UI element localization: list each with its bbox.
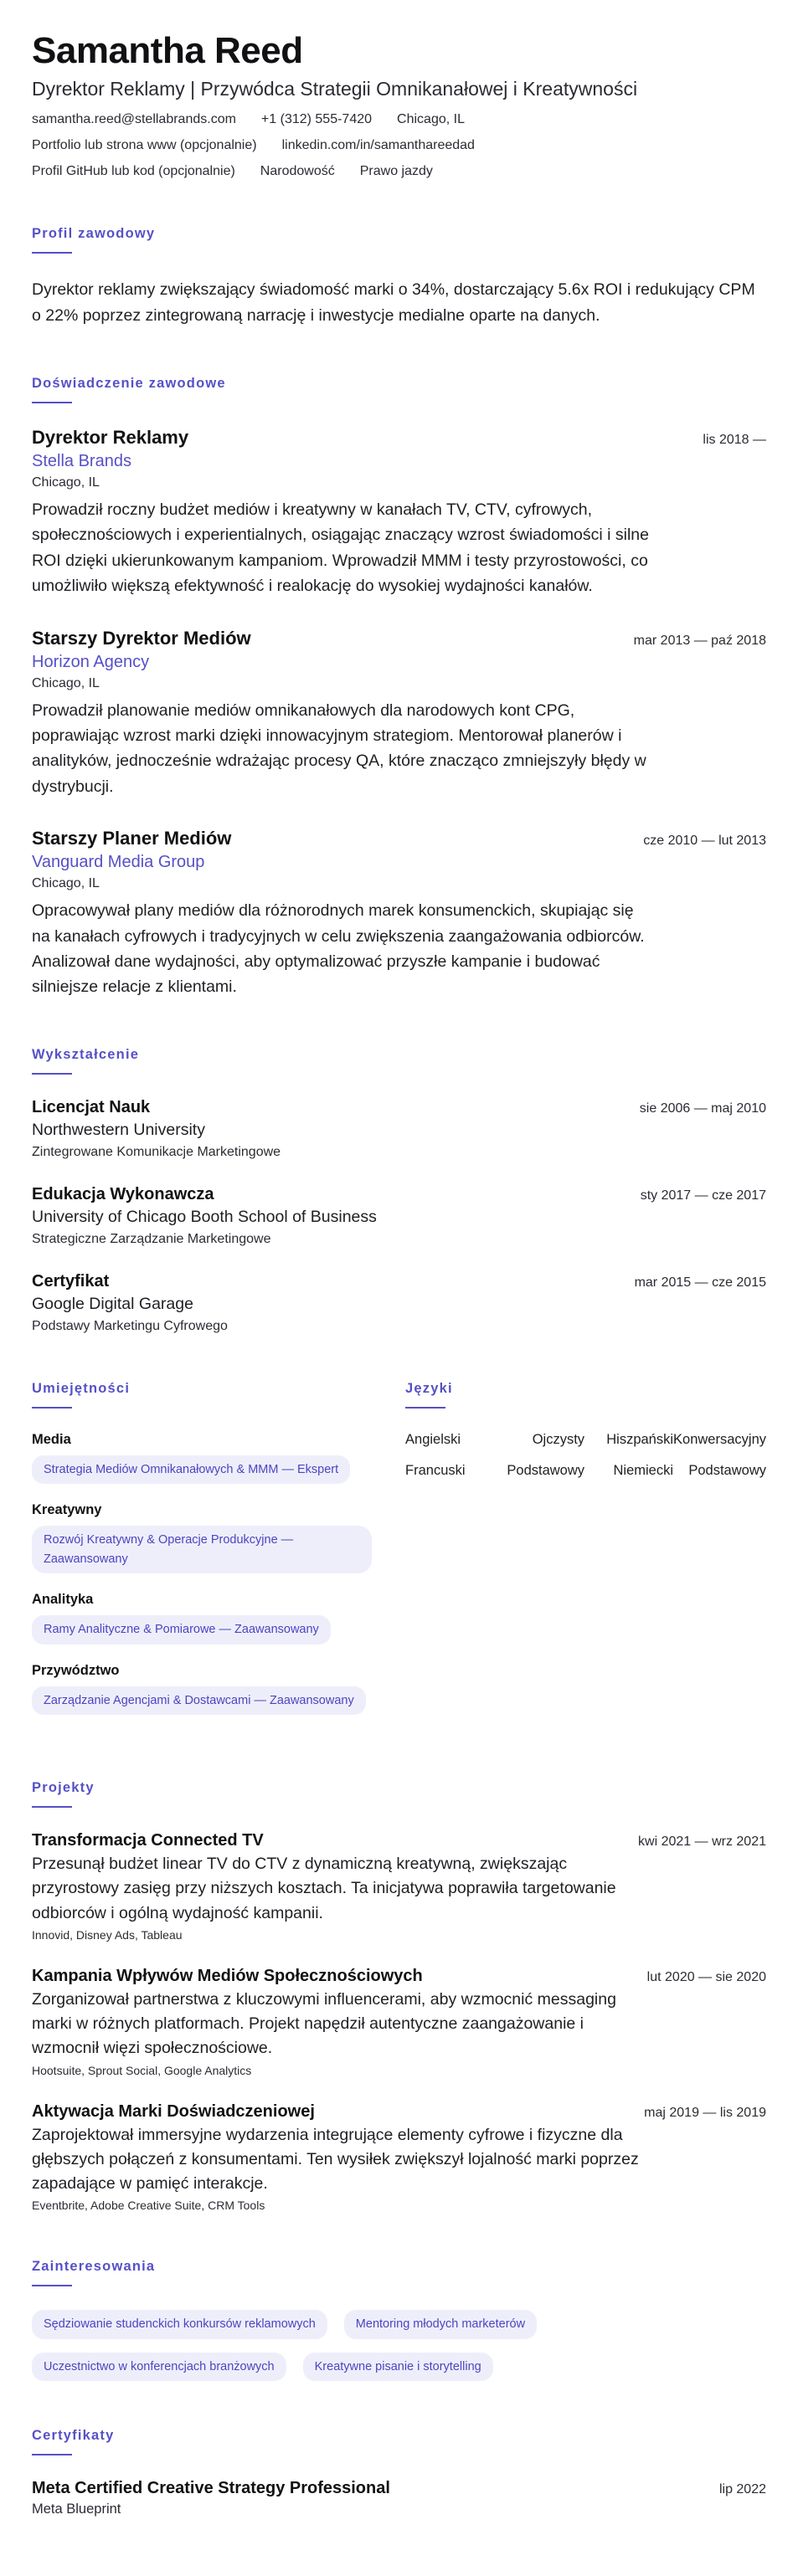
language-name: Francuski xyxy=(405,1462,466,1478)
degree-title: Certyfikat xyxy=(32,1271,110,1291)
nationality: Narodowość xyxy=(260,163,335,178)
language-level: Ojczysty xyxy=(532,1431,585,1447)
contact-row-extra xyxy=(32,164,766,179)
section-title: Umiejętności xyxy=(32,1380,131,1396)
section-title: Doświadczenie zawodowe xyxy=(32,375,226,391)
section-title: Profil zawodowy xyxy=(32,225,156,241)
skill-chip: Zarządzanie Agencjami & Dostawcami — Zaawansowany xyxy=(32,1686,366,1715)
project-name: Kampania Wpływów Mediów Społecznościowych xyxy=(32,1966,423,1985)
project-description: Zaprojektował immersyjne wydarzenia integrujące elementy cyfrowe i fizyczne dla głębszych połączeń z konsumentami. Ten wysiłek zwiększył lojalność marki poprzez zapadające w pamięć interakcje. xyxy=(32,2125,639,2194)
driving-license: Prawo jazdy xyxy=(359,163,433,178)
section-divider xyxy=(32,1073,72,1075)
degree-title: Licencjat Nauk xyxy=(32,1097,151,1116)
interest-chip: Uczestnictwo w konferencjach branżowych xyxy=(32,2353,286,2381)
job-location: Chicago, IL xyxy=(32,675,100,690)
experience-entry xyxy=(32,427,766,599)
skill-category: Kreatywny xyxy=(32,1502,102,1518)
section-title: Wykształcenie xyxy=(32,1046,140,1062)
candidate-headline: Dyrektor Reklamy | Przywódca Strategii Omnikanałowej i Kreatywności xyxy=(32,77,638,100)
education-entry xyxy=(32,1098,766,1160)
project-name: Aktywacja Marki Doświadczeniowej xyxy=(32,2101,315,2121)
language-name: Angielski xyxy=(405,1431,461,1447)
project-description: Przesunął budżet linear TV do CTV z dynamiczną kreatywną, zwiększając przyrostowy zasięg przy niższych kosztach. Ta inicjatywa poprawiła targetowanie odbiorców i ogólną wydajność kampanii. xyxy=(32,1855,616,1922)
project-tools: Eventbrite, Adobe Creative Suite, CRM Tools xyxy=(32,2199,265,2213)
degree-title: Edukacja Wykonawcza xyxy=(32,1184,214,1203)
interest-chip: Kreatywne pisanie i storytelling xyxy=(303,2353,493,2381)
email[interactable]: samantha.reed@stellabrands.com xyxy=(32,111,236,126)
job-location: Chicago, IL xyxy=(32,475,100,490)
interest-chip: Mentoring młodych marketerów xyxy=(344,2310,537,2338)
job-title: Dyrektor Reklamy xyxy=(32,426,189,448)
section-title: Zainteresowania xyxy=(32,2259,156,2275)
education-dates: sty 2017 — cze 2017 xyxy=(640,1188,766,1203)
project-dates: maj 2019 — lis 2019 xyxy=(644,2105,766,2120)
experience-entry xyxy=(32,628,766,800)
github-link[interactable]: Profil GitHub lub kod (opcjonalnie) xyxy=(32,163,235,178)
job-dates: cze 2010 — lut 2013 xyxy=(643,834,766,849)
certificate-issuer: Meta Blueprint xyxy=(32,2502,121,2517)
skill-category: Media xyxy=(32,1431,71,1447)
section-title: Certyfikaty xyxy=(32,2428,115,2444)
interest-chips xyxy=(32,2310,601,2381)
job-title: Starszy Dyrektor Mediów xyxy=(32,627,251,649)
skills-column xyxy=(32,1381,372,1733)
field-of-study: Zintegrowane Komunikacje Marketingowe xyxy=(32,1144,281,1159)
language-level: Podstawowy xyxy=(507,1462,585,1478)
education-dates: mar 2015 — cze 2015 xyxy=(634,1275,766,1290)
certificates-section xyxy=(32,2428,766,2517)
skill-group xyxy=(32,1502,372,1573)
skill-category: Analityka xyxy=(32,1592,94,1608)
job-description: Prowadził roczny budżet mediów i kreatywny w kanałach TV, CTV, cyfrowych, społecznościowych i experientialnych, osiągając znaczący wzrost świadomości i silne ROI dzięki ukierunkowanym kampaniom. Wprowadził MMM i testy przyrostowości, co umożliwiło większą efektywność i realokację do wysokiej wydajności kanałów. xyxy=(32,500,649,596)
certificate-name: Meta Certified Creative Strategy Professional xyxy=(32,2479,390,2498)
project-description: Zorganizował partnerstwa z kluczowymi influencerami, aby wzmocnić messaging marki w różnych platformach. Projekt napędził autentyczne zaangażowanie i wzmocnił więzi społecznościowe. xyxy=(32,1989,616,2058)
languages-column xyxy=(405,1381,766,1733)
job-description: Opracowywał plany mediów dla różnorodnych marek konsumenckich, skupiając się na kanałach cyfrowych i tradycyjnych w celu zwiększenia zaangażowania odbiorców. Analizował dane wydajności, aby optymalizować przyszłe kampanie i budować silniejsze relacje z klientami. xyxy=(32,901,645,997)
field-of-study: Strategiczne Zarządzanie Marketingowe xyxy=(32,1231,271,1246)
contact-row-links xyxy=(32,138,766,153)
school-name: University of Chicago Booth School of Business xyxy=(32,1207,377,1226)
skill-group xyxy=(32,1663,372,1715)
education-entry xyxy=(32,1272,766,1334)
linkedin-link[interactable]: linkedin.com/in/samanthareedad xyxy=(281,137,475,152)
section-divider xyxy=(32,1806,72,1808)
interests-section xyxy=(32,2259,766,2381)
section-divider xyxy=(32,252,72,254)
company-name: Stella Brands xyxy=(32,451,131,470)
education-section xyxy=(32,1047,766,1334)
profile-summary: Dyrektor reklamy zwiększający świadomość marki o 34%, dostarczający 5.6x ROI i redukujący CPM o 22% poprzez zintegrowaną narrację i inwestycje medialne oparte na danych. xyxy=(32,280,755,325)
language-name: Niemiecki xyxy=(613,1462,674,1478)
skill-chip: Ramy Analityczne & Pomiarowe — Zaawansowany xyxy=(32,1615,331,1644)
section-divider xyxy=(32,1407,72,1409)
job-location: Chicago, IL xyxy=(32,876,100,891)
project-name: Transformacja Connected TV xyxy=(32,1831,264,1850)
skill-category: Przywództwo xyxy=(32,1662,120,1678)
experience-entry xyxy=(32,828,766,1000)
section-divider xyxy=(32,2285,72,2286)
language-name: Hiszpański xyxy=(606,1431,674,1447)
portfolio-link[interactable]: Portfolio lub strona www (opcjonalnie) xyxy=(32,137,257,152)
job-dates: lis 2018 — xyxy=(703,432,766,447)
projects-section xyxy=(32,1780,766,2212)
company-name: Vanguard Media Group xyxy=(32,853,205,872)
language-row xyxy=(405,1432,766,1448)
job-title: Starszy Planer Mediów xyxy=(32,828,232,849)
project-dates: lut 2020 — sie 2020 xyxy=(646,1969,766,1984)
project-entry xyxy=(32,1831,766,1942)
interest-chip: Sędziowanie studenckich konkursów reklamowych xyxy=(32,2310,327,2338)
education-dates: sie 2006 — maj 2010 xyxy=(639,1101,766,1116)
profile-section xyxy=(32,226,766,329)
project-entry xyxy=(32,1967,766,2077)
education-entry xyxy=(32,1185,766,1247)
skill-group xyxy=(32,1432,372,1484)
candidate-name: Samantha Reed xyxy=(32,30,303,71)
section-title: Projekty xyxy=(32,1780,95,1796)
skill-chip: Strategia Mediów Omnikanałowych & MMM — Ekspert xyxy=(32,1455,350,1484)
resume-header xyxy=(32,30,766,179)
skill-chip: Rozwój Kreatywny & Operacje Produkcyjne — Zaawansowany xyxy=(32,1526,372,1573)
section-title: Języki xyxy=(405,1380,453,1396)
company-name: Horizon Agency xyxy=(32,652,150,671)
section-divider xyxy=(405,1407,445,1409)
section-divider xyxy=(32,402,72,403)
skill-group xyxy=(32,1592,372,1644)
experience-section xyxy=(32,376,766,1000)
location: Chicago, IL xyxy=(397,111,465,126)
project-tools: Innovid, Disney Ads, Tableau xyxy=(32,1927,183,1942)
section-divider xyxy=(32,2454,72,2455)
certificate-entry xyxy=(32,2479,766,2517)
project-dates: kwi 2021 — wrz 2021 xyxy=(638,1835,766,1850)
certificate-date: lip 2022 xyxy=(718,2482,766,2497)
language-level: Podstawowy xyxy=(688,1462,766,1478)
field-of-study: Podstawy Marketingu Cyfrowego xyxy=(32,1318,228,1333)
school-name: Northwestern University xyxy=(32,1120,205,1139)
project-tools: Hootsuite, Sprout Social, Google Analytics xyxy=(32,2063,252,2077)
language-row xyxy=(405,1463,766,1479)
job-description: Prowadził planowanie mediów omnikanałowych dla narodowych kont CPG, poprawiając wzrost marki dzięki innowacyjnym strategiom. Mentorował planerów i analityków, jednocześnie wdrażając procesy QA, które znacząco zmniejszyły błędy w dystrybucji. xyxy=(32,700,646,796)
project-entry xyxy=(32,2102,766,2213)
school-name: Google Digital Garage xyxy=(32,1294,193,1313)
skills-languages-section xyxy=(32,1381,766,1733)
phone[interactable]: +1 (312) 555-7420 xyxy=(260,111,373,126)
language-level: Konwersacyjny xyxy=(673,1431,766,1447)
contact-row-primary xyxy=(32,112,766,127)
job-dates: mar 2013 — paź 2018 xyxy=(633,633,766,648)
